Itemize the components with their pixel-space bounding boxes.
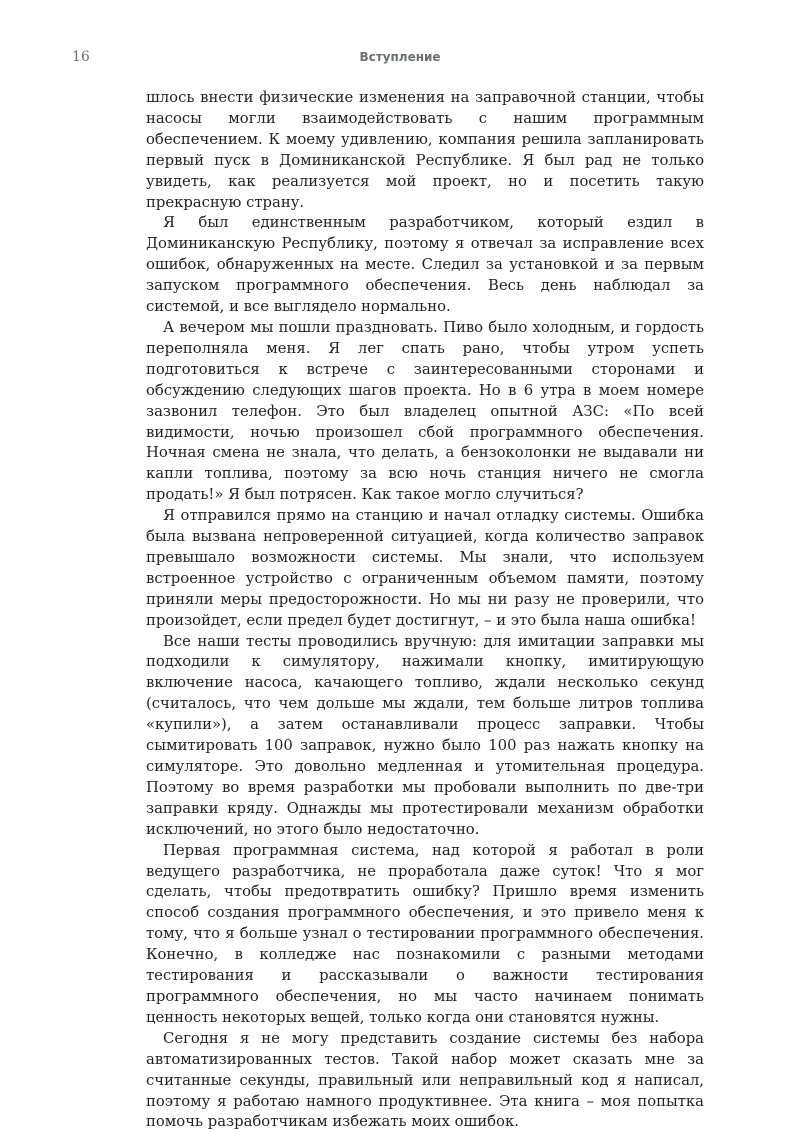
- running-title: Вступление: [359, 50, 441, 64]
- paragraph: Все наши тесты проводились вручную: для имитации заправки мы подходили к симулятору, нажимали кнопку, имитирующую включение насоса, качающего топливо, ждали несколько секунд (считалось, что чем дольше мы ждали, тем больше литров топлива «купили»), а затем останавливали процесс заправки. Чтобы сымитировать 100 заправок, нужно было 100 раз нажать кнопку на симуляторе. Это довольно медленная и утомительная процедура. Поэтому во время разработки мы пробовали выполнить по две-три заправки кряду. Однажды мы протестировали механизм обработки исключений, но этого было недостаточно.: [146, 632, 704, 838]
- paragraph: Первая программная система, над которой я работал в роли ведущего разработчика, не проработала даже суток! Что я мог сделать, чтобы предотвратить ошибку? Пришло время изменить способ создания программного обеспечения, и это привело меня к тому, что я больше узнал о тестировании программного обеспечения. Конечно, в колледже нас познакомили с разными методами тестирования и рассказывали о важности тестирования программного обеспечения, но мы часто начинаем понимать ценность некоторых вещей, только когда они становятся нужны.: [146, 841, 704, 1026]
- paragraph: Я был единственным разработчиком, который ездил в Доминиканскую Республику, поэтому я отвечал за исправление всех ошибок, обнаруженных на месте. Следил за установкой и за первым запуском программного обеспечения. Весь день наблюдал за системой, и все выглядело нормально.: [146, 214, 704, 316]
- body-text: [146, 88, 704, 1133]
- paragraph: Сегодня я не могу представить создание системы без набора автоматизированных тестов. Такой набор может сказать мне за считанные секунды, правильный или неправильный код я написал, поэтому я работаю намного продуктивнее. Эта книга – моя попытка помочь разработчикам избежать моих ошибок.: [146, 1029, 704, 1131]
- paragraph: шлось внести физические изменения на заправочной станции, чтобы насосы могли взаимодействовать с нашим программным обеспечением. К моему удивлению, компания решила запланировать первый пуск в Доминиканской Республике. Я был рад не только увидеть, как реализуется мой проект, но и посетить такую прекрасную страну.: [146, 89, 704, 211]
- paragraph: Я отправился прямо на станцию и начал отладку системы. Ошибка была вызвана непроверенной ситуацией, когда количество заправок превышало возможности системы. Мы знали, что используем встроенное устройство с ограниченным объемом памяти, поэтому приняли меры предосторожности. Но мы ни разу не проверили, что произойдет, если предел будет достигнут, – и это была наша ошибка!: [146, 507, 704, 629]
- paragraph: А вечером мы пошли праздновать. Пиво было холодным, и гордость переполняла меня. Я лег спать рано, чтобы утром успеть подготовиться к встрече с заинтересованными сторонами и обсуждению следующих шагов проекта. Но в 6 утра в моем номере зазвонил телефон. Это был владелец опытной АЗС: «По всей видимости, ночью произошел сбой программного обеспечения. Ночная смена не знала, что делать, а бензоколонки не выдавали ни капли топлива, поэтому за всю ночь станция ничего не смогла продать!» Я был потрясен. Как такое могло случиться?: [146, 318, 704, 504]
- page-number: 16: [72, 49, 90, 65]
